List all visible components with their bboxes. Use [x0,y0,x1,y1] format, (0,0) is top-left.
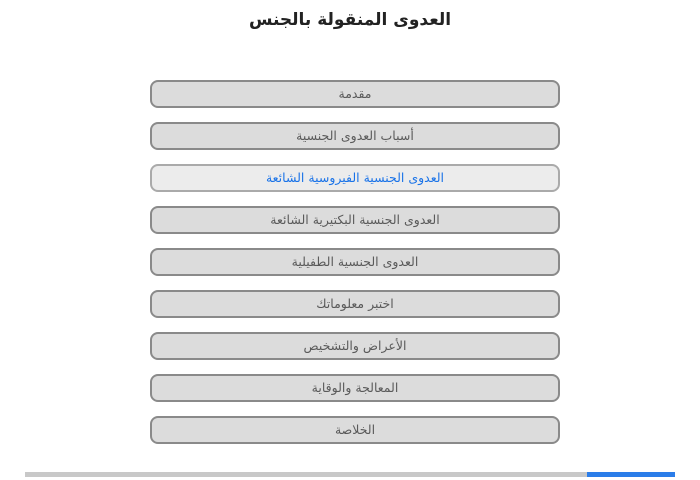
menu-item-causes[interactable]: أسباب العدوى الجنسية [150,122,560,150]
menu-item-parasitic-infections[interactable]: العدوى الجنسية الطفيلية [150,248,560,276]
progress-bar-fill [587,472,675,477]
menu-item-treatment-prevention[interactable]: المعالجة والوقاية [150,374,560,402]
progress-bar [25,472,675,477]
page-title: العدوى المنقولة بالجنس [248,10,452,30]
chapter-menu [150,80,560,458]
menu-item-quiz[interactable]: اختبر معلوماتك [150,290,560,318]
menu-item-bacterial-infections[interactable]: العدوى الجنسية البكتيرية الشائعة [150,206,560,234]
menu-item-summary[interactable]: الخلاصة [150,416,560,444]
menu-item-introduction[interactable]: مقدمة [150,80,560,108]
menu-item-symptoms-diagnosis[interactable]: الأعراض والتشخيص [150,332,560,360]
menu-item-viral-infections[interactable]: العدوى الجنسية الفيروسية الشائعة [150,164,560,192]
